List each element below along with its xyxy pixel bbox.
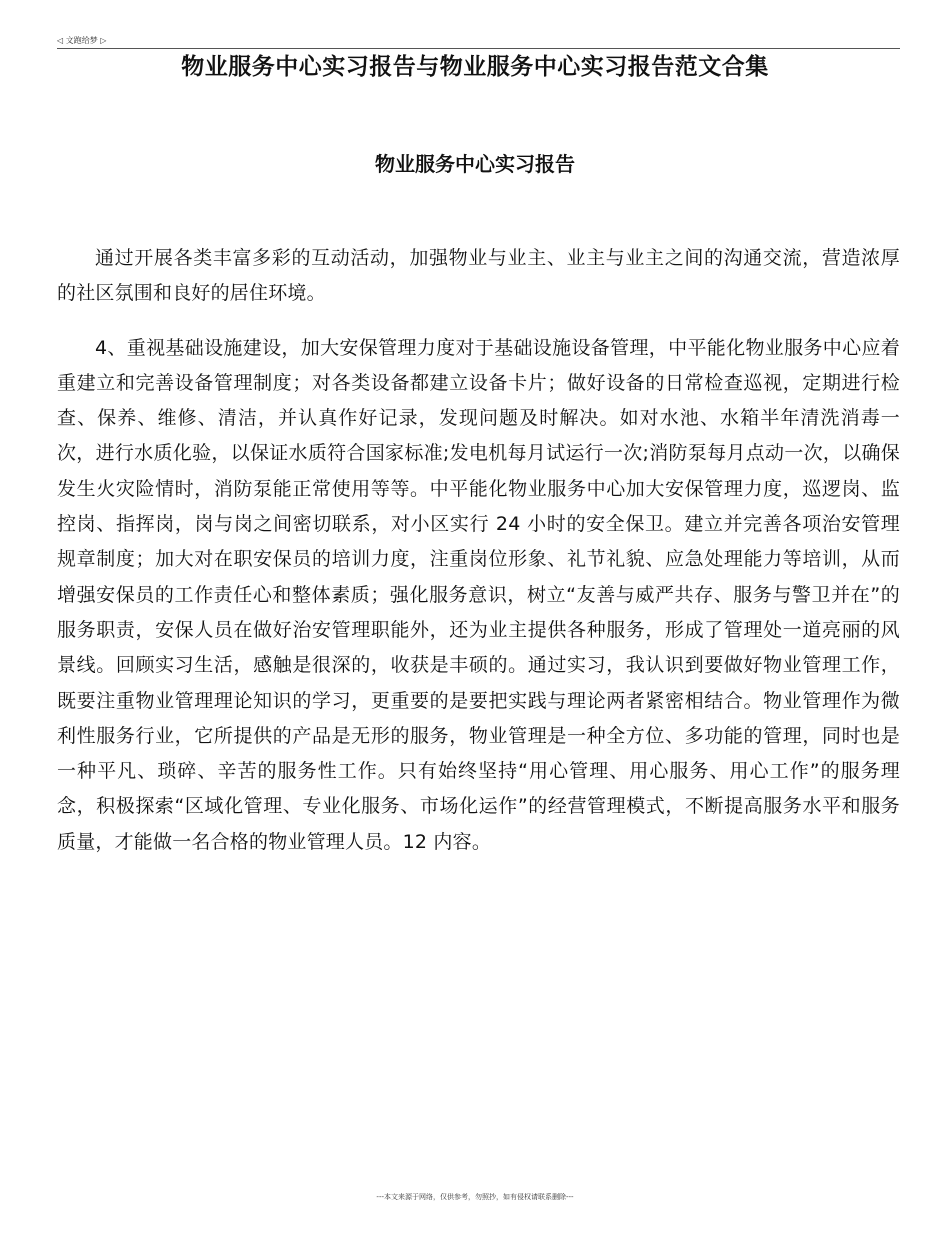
body-paragraph-1: 通过开展各类丰富多彩的互动活动，加强物业与业主、业主与业主之间的沟通交流，营造浓厚的社区氛围和良好的居住环境。: [57, 247, 900, 305]
section-title: 物业服务中心实习报告: [375, 152, 575, 176]
footer-disclaimer: ---本文来源于网络，仅供参考，勿照抄，如有侵权请联系删除---: [376, 1193, 574, 1201]
body-paragraph-2: 4、重视基础设施建设，加大安保管理力度对于基础设施设备管理，中平能化物业服务中心应着重建立和完善设备管理制度；对各类设备都建立设备卡片；做好设备的日常检查巡视，定期进行检查、保养、维修、清洁，并认真作好记录，发现问题及时解决。如对水池、水箱半年清洗消毒一次，进行水质化验，以保证水质符合国家标准;发电机每月试运行一次;消防泵每月点动一次，以确保发生火灾险情时，消防泵能正常使用等等。中平能化物业服务中心加大安保管理力度，巡逻岗、监控岗、指挥岗，岗与岗之间密切联系，对小区实行 24 小时的安全保卫。建立并完善各项治安管理规章制度；加大对在职安保员的培训力度，注重岗位形象、礼节礼貌、应急处理能力等培训，从而增强安保员的工作责任心和整体素质；强化服务意识，树立“友善与威严共存、服务与警卫并在”的服务职责，安保人员在做好治安管理职能外，还为业主提供各种服务，形成了管理处一道亮丽的风景线。回顾实习生活，感触是很深的，收获是丰硕的。通过实习，我认识到要做好物业管理工作，既要注重物业管理理论知识的学习，更重要的是要把实践与理论两者紧密相结合。物业管理作为微利性服务行业，它所提供的产品是无形的服务，物业管理是一种全方位、多功能的管理，同时也是一种平凡、琐碎、辛苦的服务性工作。只有始终坚持“用心管理、用心服务、用心工作”的服务理念，积极探索“区域化管理、专业化服务、市场化运作”的经营管理模式，不断提高服务水平和服务质量，才能做一名合格的物业管理人员。12 内容。: [57, 336, 900, 853]
document-body: [57, 241, 900, 860]
header-logo-mark: ◁ 文跑给梦 ▷: [57, 36, 107, 45]
page-header-rule: [57, 34, 900, 49]
document-title: 物业服务中心实习报告与物业服务中心实习报告范文合集: [181, 54, 769, 80]
